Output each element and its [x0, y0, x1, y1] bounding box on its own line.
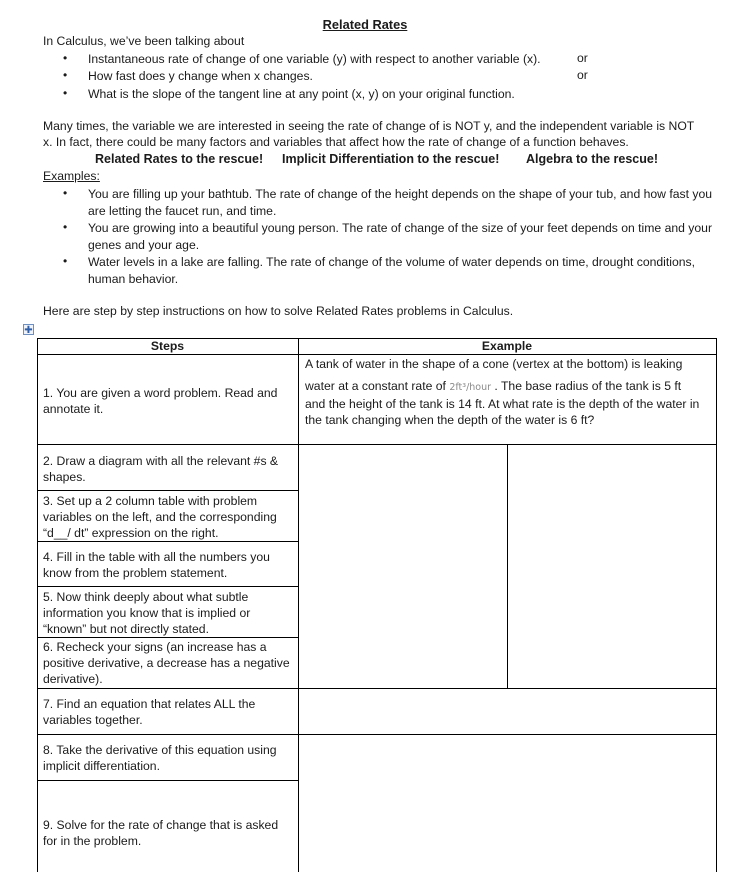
example-problem-text: and the height of the tank is 14 ft. At what rate is the depth of the water in the tank changing when the depth of the water is 6 ft? — [305, 397, 700, 427]
example-text: . The base radius of the tank is 5 ft — [491, 379, 682, 393]
table-border — [37, 734, 717, 735]
table-border — [37, 541, 298, 542]
table-border — [298, 338, 299, 872]
table-border — [37, 688, 717, 689]
rescue-algebra: Algebra to the rescue! — [526, 152, 658, 166]
steps-intro: Here are step by step instructions on how to solve Related Rates problems in Calculus. — [43, 304, 514, 318]
intro-bullet: What is the slope of the tangent line at any point (x, y) on your original function. — [88, 87, 515, 101]
step-8: 8. Take the derivative of this equation using implicit differentiation. — [43, 743, 277, 773]
paragraph-line: x. In fact, there could be many factors and variables that affect how the rate of change of a function behaves. — [43, 135, 629, 149]
step-3: 3. Set up a 2 column table with problem variables on the left, and the corresponding “d__/ dt” expression on the right. — [43, 494, 277, 540]
steps-column-header: Steps — [150, 339, 185, 353]
table-border — [37, 338, 38, 872]
step-2: 2. Draw a diagram with all the relevant #s & shapes. — [43, 454, 279, 484]
example-column-header: Example — [481, 339, 533, 353]
table-border — [37, 586, 298, 587]
example-bullet: You are growing into a beautiful young person. The rate of change of the size of your feet depends on time and your genes and your age. — [88, 221, 713, 252]
page-title: Related Rates — [322, 17, 408, 32]
table-border — [507, 444, 508, 688]
intro-text: In Calculus, we’ve been talking about — [43, 34, 245, 48]
intro-bullet: How fast does y change when x changes. — [88, 69, 313, 83]
rate-expression: 2ft³/hour — [449, 382, 492, 393]
table-move-handle-icon[interactable]: ✚ — [24, 325, 33, 336]
step-7: 7. Find an equation that relates ALL the variables together. — [43, 697, 256, 727]
table-border — [37, 637, 298, 638]
table-border — [37, 444, 717, 445]
example-text: water at a constant rate of — [305, 379, 450, 393]
step-4: 4. Fill in the table with all the numbers you know from the problem statement. — [43, 550, 270, 580]
or-label: or — [577, 68, 588, 82]
table-border — [37, 354, 717, 355]
intro-bullet: Instantaneous rate of change of one variable (y) with respect to another variable (x). — [88, 52, 541, 66]
rescue-implicit-diff: Implicit Differentiation to the rescue! — [282, 152, 500, 166]
or-label: or — [577, 51, 588, 65]
rescue-related-rates: Related Rates to the rescue! — [95, 152, 264, 166]
step-9: 9. Solve for the rate of change that is asked for in the problem. — [43, 818, 279, 848]
table-border — [37, 490, 298, 491]
step-6: 6. Recheck your signs (an increase has a positive derivative, a decrease has a negative derivative). — [43, 640, 290, 686]
example-problem-line — [305, 378, 715, 396]
examples-heading: Examples: — [43, 169, 100, 183]
example-bullet: Water levels in a lake are falling. The rate of change of the volume of water depends on time, drought conditions, human behavior. — [88, 255, 696, 286]
table-border — [37, 780, 298, 781]
table-border — [716, 338, 717, 872]
example-problem-line: A tank of water in the shape of a cone (vertex at the bottom) is leaking — [305, 357, 683, 371]
example-bullet: You are filling up your bathtub. The rate of change of the height depends on the shape of your tub, and how fast you are letting the faucet run, and time. — [88, 187, 713, 218]
paragraph-line: Many times, the variable we are interested in seeing the rate of change of is NOT y, and the independent variable is NOT — [43, 119, 695, 133]
step-5: 5. Now think deeply about what subtle information you know that is implied or “known” but not directly stated. — [43, 590, 251, 636]
step-1: 1. You are given a word problem. Read and annotate it. — [43, 386, 278, 416]
